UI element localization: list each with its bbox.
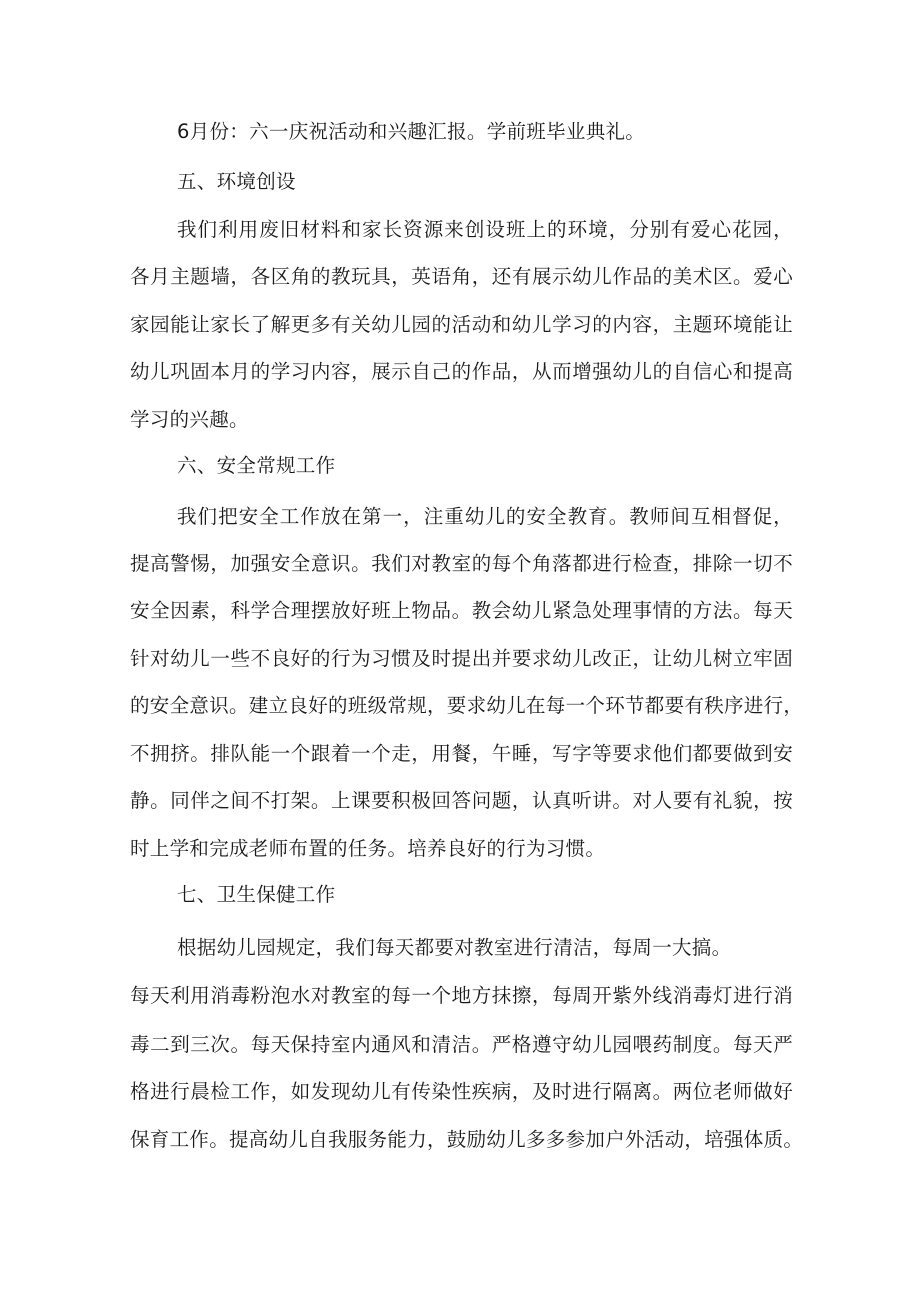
section-5-line-1: 我们利用废旧材料和家长资源来创设班上的环境，分别有爱心花园， [177,218,793,241]
section-6-line-2: 提高警惕，加强安全意识。我们对教室的每个角落都进行检查，排除一切不 [130,552,793,575]
section-5-line-2: 各月主题墙，各区角的教玩具，英语角，还有展示幼儿作品的美术区。爱心 [130,265,793,288]
section-6-line-7: 静。同伴之间不打架。上课要积极回答问题，认真听讲。对人要有礼貌，按 [130,789,793,812]
section-5-line-4: 幼儿巩固本月的学习内容，展示自己的作品，从而增强幼儿的自信心和提高 [130,360,793,383]
section-5-line-3: 家园能让家长了解更多有关幼儿园的活动和幼儿学习的内容，主题环境能让 [130,313,793,336]
section-7-line-1: 根据幼儿园规定，我们每天都要对教室进行清洁，每周一大搞。 [177,936,732,959]
section-6-line-3: 安全因素，科学合理摆放好班上物品。教会幼儿紧急处理事情的方法。每天 [130,599,793,622]
section-7-line-4: 格进行晨检工作，如发现幼儿有传染性疾病，及时进行隔离。两位老师做好 [130,1080,793,1103]
section-7-line-3: 毒二到三次。每天保持室内通风和清洁。严格遵守幼儿园喂药制度。每天严 [130,1033,793,1056]
section-7-heading: 七、卫生保健工作 [177,883,336,906]
section-7-line-5: 保育工作。提高幼儿自我服务能力，鼓励幼儿多多参加户外活动，培强体质。 [130,1128,804,1151]
section-6-line-1: 我们把安全工作放在第一，注重幼儿的安全教育。教师间互相督促， [177,505,793,528]
section-6-line-5: 的安全意识。建立良好的班级常规，要求幼儿在每一个环节都要有秩序进行， [130,694,804,717]
section-6-heading: 六、安全常规工作 [177,454,336,477]
section-6-line-8: 时上学和完成老师布置的任务。培养良好的行为习惯。 [130,837,606,860]
section-6-line-4: 针对幼儿一些不良好的行为习惯及时提出并要求幼儿改正，让幼儿树立牢固 [130,647,793,670]
section-6-line-6: 不拥挤。排队能一个跟着一个走，用餐，午睡，写字等要求他们都要做到安 [130,742,793,765]
section-5-line-5: 学习的兴趣。 [130,408,249,431]
section-7-line-2: 每天利用消毒粉泡水对教室的每一个地方抹擦，每周开紫外线消毒灯进行消 [130,984,793,1007]
june-activity-line: 6月份：六一庆祝活动和兴趣汇报。学前班毕业典礼。 [177,120,646,143]
section-5-heading: 五、环境创设 [177,170,296,193]
